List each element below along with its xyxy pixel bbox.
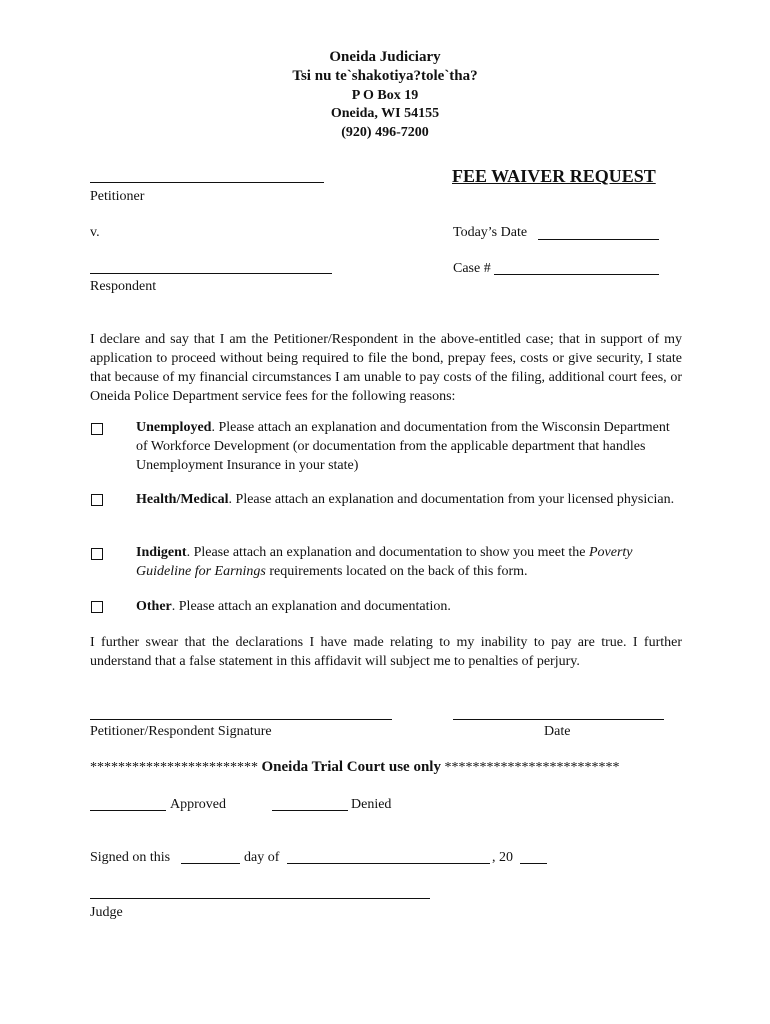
todays-date-field[interactable]: [538, 224, 659, 240]
signature-label: Petitioner/Respondent Signature: [90, 724, 272, 739]
other-checkbox[interactable]: [91, 601, 103, 613]
case-number-label: Case #: [453, 261, 491, 276]
court-po-box: P O Box 19: [351, 88, 419, 103]
respondent-field[interactable]: [90, 258, 332, 274]
signed-day-field[interactable]: [181, 848, 240, 864]
court-native-name: Tsi nu te`shakotiya?tole`tha?: [292, 68, 478, 84]
declaration-paragraph: I declare and say that I am the Petitioner/Respondent in the above-entitled case; that in support of my application to proceed without being required to file the bond, prepay fees, costs or give security, I state that because of my financial circumstances I am unable to pay costs of the filing, additional court fees, or Oneida Police Department service fees for the following reasons:: [90, 332, 682, 404]
respondent-label: Respondent: [90, 279, 157, 294]
option-indigent: [136, 543, 684, 581]
todays-date-label: Today’s Date: [453, 225, 528, 240]
option-text: . Please attach an explanation and documentation to show you meet the: [186, 545, 589, 560]
versus-label: v.: [90, 225, 100, 240]
option-title: Indigent: [136, 545, 187, 560]
option-text: . Please attach an explanation and documentation from your licensed physician.: [228, 492, 675, 507]
health-medical-checkbox[interactable]: [91, 494, 103, 506]
court-name: Oneida Judiciary: [329, 49, 441, 65]
petitioner-label: Petitioner: [90, 189, 145, 204]
judge-signature-field[interactable]: [90, 883, 430, 899]
court-use-banner: [90, 758, 619, 777]
signature-field[interactable]: [90, 704, 392, 720]
option-title: Other: [136, 599, 172, 614]
unemployed-checkbox[interactable]: [91, 423, 103, 435]
option-title: Health/Medical: [136, 492, 229, 507]
signed-month-field[interactable]: [287, 848, 490, 864]
signature-date-label: Date: [544, 724, 571, 739]
signed-year-field[interactable]: [520, 848, 547, 864]
year-prefix-label: , 20: [492, 850, 513, 865]
signature-date-field[interactable]: [453, 704, 664, 720]
court-phone: (920) 496-7200: [341, 125, 429, 140]
day-of-label: day of: [244, 850, 280, 865]
option-italic: Poverty Guideline for Earnings: [136, 545, 633, 579]
option-text: . Please attach an explanation and documentation.: [171, 599, 451, 614]
stars-right: *************************: [444, 760, 620, 775]
case-number-field[interactable]: [494, 259, 659, 275]
court-use-label: Oneida Trial Court use only: [261, 759, 441, 775]
option-text: . Please attach an explanation and documentation from the Wisconsin Department of Workforce Development (or documentation from the applicable department that handles Unemployment Insurance in your state): [136, 420, 670, 473]
option-title: Unemployed: [136, 420, 212, 435]
stars-left: ************************: [90, 760, 258, 775]
approved-field[interactable]: [90, 795, 166, 811]
petitioner-field[interactable]: [90, 166, 324, 183]
option-health-medical: [136, 490, 684, 509]
approved-label: Approved: [170, 797, 226, 812]
form-title: FEE WAIVER REQUEST: [452, 166, 656, 186]
court-city: Oneida, WI 54155: [330, 106, 440, 121]
option-tail: requirements located on the back of this form.: [265, 564, 528, 579]
denied-field[interactable]: [272, 795, 348, 811]
option-other: [136, 597, 684, 616]
signed-on-label: Signed on this: [90, 850, 171, 865]
indigent-checkbox[interactable]: [91, 548, 103, 560]
judge-label: Judge: [90, 905, 123, 920]
affirmation-paragraph: I further swear that the declarations I have made relating to my inability to pay are true. I further understand that a false statement in this affidavit will subject me to penalties of perjury.: [90, 635, 682, 669]
denied-label: Denied: [351, 797, 392, 812]
option-unemployed: [136, 418, 684, 475]
